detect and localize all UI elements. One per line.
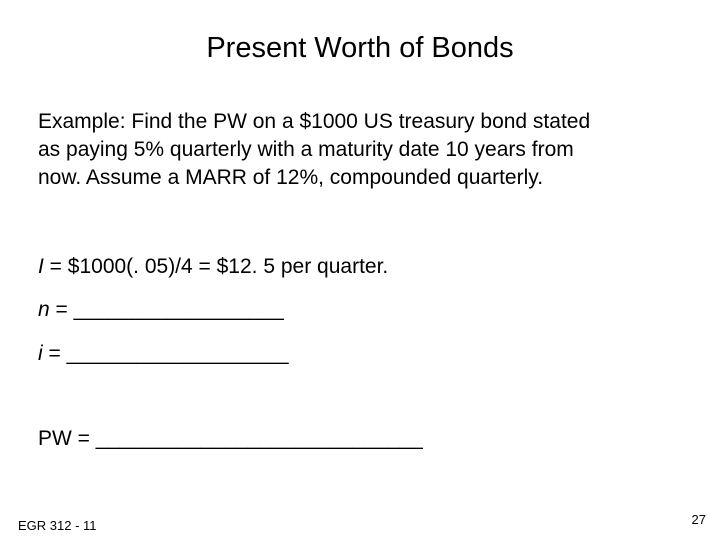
example-line-1: Example: Find the PW on a $1000 US treasury bond stated — [38, 110, 591, 133]
periods-blank: = __________________ — [49, 298, 284, 321]
example-problem-text — [38, 108, 698, 192]
interest-expression: = $1000(. 05)/4 = $12. 5 per quarter. — [43, 255, 389, 278]
slide-title: Present Worth of Bonds — [206, 32, 514, 64]
rate-blank: = ___________________ — [42, 342, 289, 365]
page-number: 27 — [691, 512, 706, 527]
example-line-3: now. Assume a MARR of 12%, compounded quarterly. — [38, 166, 544, 189]
interest-equation — [38, 253, 388, 281]
interest-variable: I — [38, 255, 44, 278]
rate-equation — [38, 340, 289, 368]
periods-variable: n — [38, 298, 50, 321]
periods-equation — [38, 296, 284, 324]
example-line-2: as paying 5% quarterly with a maturity date 10 years from — [38, 138, 574, 161]
course-footer: EGR 312 - 11 — [18, 518, 97, 533]
rate-variable: i — [38, 342, 43, 365]
present-worth-equation: PW = ____________________________ — [38, 427, 423, 450]
